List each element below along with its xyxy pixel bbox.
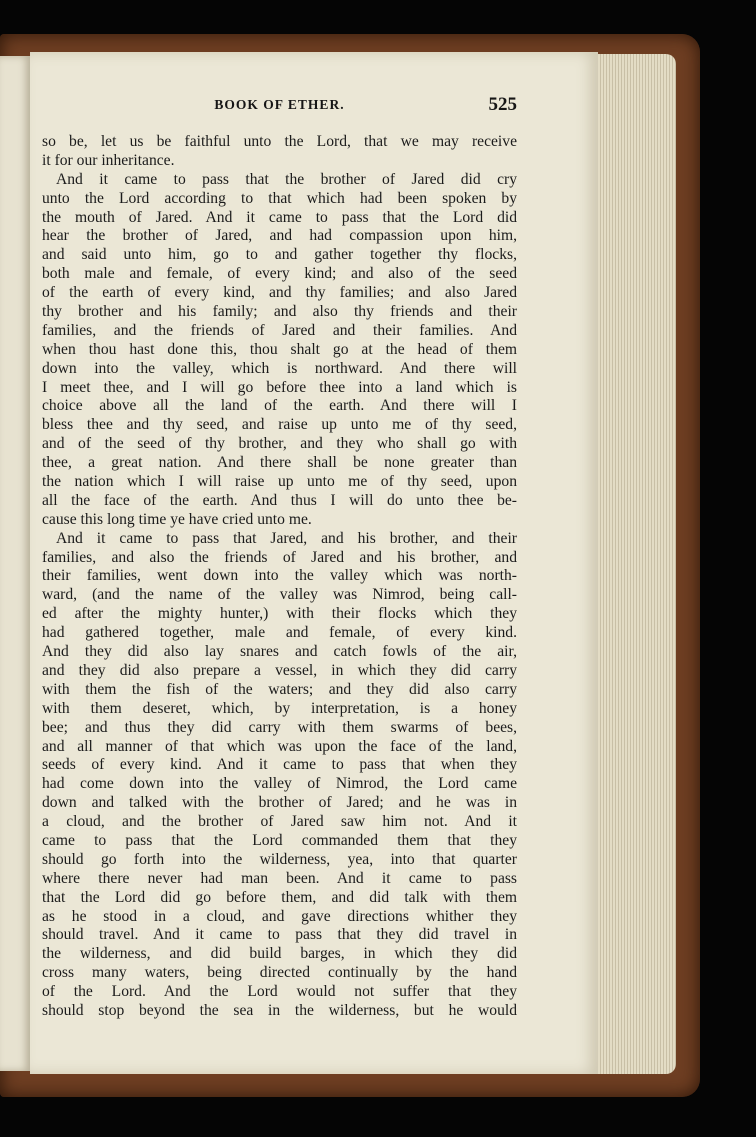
- page-number: 525: [488, 94, 517, 115]
- text-line: bless thee and thy seed, and raise up unto me of thy seed,: [42, 416, 517, 434]
- text-line: thy brother and his family; and also thy friends and their: [42, 303, 517, 321]
- text-line: where there never had man been. And it came to pass: [42, 869, 517, 887]
- running-title: BOOK OF ETHER.: [214, 97, 345, 112]
- text-line: choice above all the land of the earth. And there will I: [42, 397, 517, 415]
- text-line: seeds of every kind. And it came to pass that when they: [42, 756, 517, 774]
- text-line: that the Lord did go before them, and did talk with them: [42, 888, 517, 906]
- text-line: of the Lord. And the Lord would not suffer that they: [42, 983, 517, 1001]
- text-line: I meet thee, and I will go before thee into a land which is: [42, 378, 517, 396]
- text-line: ed after the mighty hunter,) with their flocks which they: [42, 605, 517, 623]
- text-line: when thou hast done this, thou shalt go at the head of them: [42, 340, 517, 358]
- text-line: families, and also the friends of Jared and his brother, and: [42, 548, 517, 566]
- text-line: and all manner of that which was upon the face of the land,: [42, 737, 517, 755]
- facing-page-edge: [0, 56, 30, 1071]
- text-line: should stop beyond the sea in the wilderness, but he would: [42, 1001, 517, 1019]
- text-line: had gathered together, male and female, of every kind.: [42, 624, 517, 642]
- text-line: it for our inheritance.: [42, 151, 175, 169]
- text-line: both male and female, of every kind; and also of the seed: [42, 265, 517, 283]
- text-line: And it came to pass that the brother of Jared did cry: [56, 170, 517, 188]
- text-line: and of the seed of thy brother, and they who shall go with: [42, 435, 517, 453]
- text-line: should go forth into the wilderness, yea, into that quarter: [42, 850, 517, 868]
- text-line: with them deseret, which, by interpretation, is a honey: [42, 699, 517, 717]
- text-line: came to pass that the Lord commanded them that they: [42, 831, 517, 849]
- text-line: And it came to pass that Jared, and his brother, and their: [56, 529, 517, 547]
- text-line: thee, a great nation. And there shall be none greater than: [42, 454, 517, 472]
- text-line: all the face of the earth. And thus I will do unto thee be-: [42, 491, 517, 509]
- text-line: cause this long time ye have cried unto me.: [42, 510, 312, 528]
- text-line: cross many waters, being directed continually by the hand: [42, 964, 517, 982]
- book-page: [30, 52, 598, 1074]
- text-line: and said unto him, go to and gather together thy flocks,: [42, 246, 517, 264]
- text-line: unto the Lord according to that which had been spoken by: [42, 189, 517, 207]
- text-line: a cloud, and the brother of Jared saw him not. And it: [42, 813, 517, 831]
- text-line: as he stood in a cloud, and gave directions whither they: [42, 907, 517, 925]
- text-line: so be, let us be faithful unto the Lord, that we may receive: [42, 133, 517, 150]
- text-line: bee; and thus they did carry with them swarms of bees,: [42, 718, 517, 736]
- text-line: the nation which I will raise up unto me of thy seed, upon: [42, 473, 517, 491]
- text-line: And they did also lay snares and catch fowls of the air,: [42, 643, 517, 661]
- page-header: [42, 94, 517, 116]
- text-line: families, and the friends of Jared and their families. And: [42, 321, 517, 339]
- text-line: ward, (and the name of the valley was Nimrod, being call-: [42, 586, 517, 604]
- text-line: down into the valley, which is northward. And there will: [42, 359, 517, 377]
- text-line: and they did also prepare a vessel, in which they did carry: [42, 661, 517, 679]
- text-line: of the earth of every kind, and thy families; and also Jared: [42, 284, 517, 302]
- body-text: [42, 133, 517, 1021]
- text-line: had come down into the valley of Nimrod, the Lord came: [42, 775, 517, 793]
- text-line: down and talked with the brother of Jared; and he was in: [42, 794, 517, 812]
- text-line: should travel. And it came to pass that they did travel in: [42, 926, 517, 944]
- text-line: the wilderness, and did build barges, in which they did: [42, 945, 517, 963]
- text-line: their families, went down into the valley which was north-: [42, 567, 517, 585]
- text-line: with them the fish of the waters; and they did also carry: [42, 680, 517, 698]
- text-line: hear the brother of Jared, and had compassion upon him,: [42, 227, 517, 245]
- text-line: the mouth of Jared. And it came to pass that the Lord did: [42, 208, 517, 226]
